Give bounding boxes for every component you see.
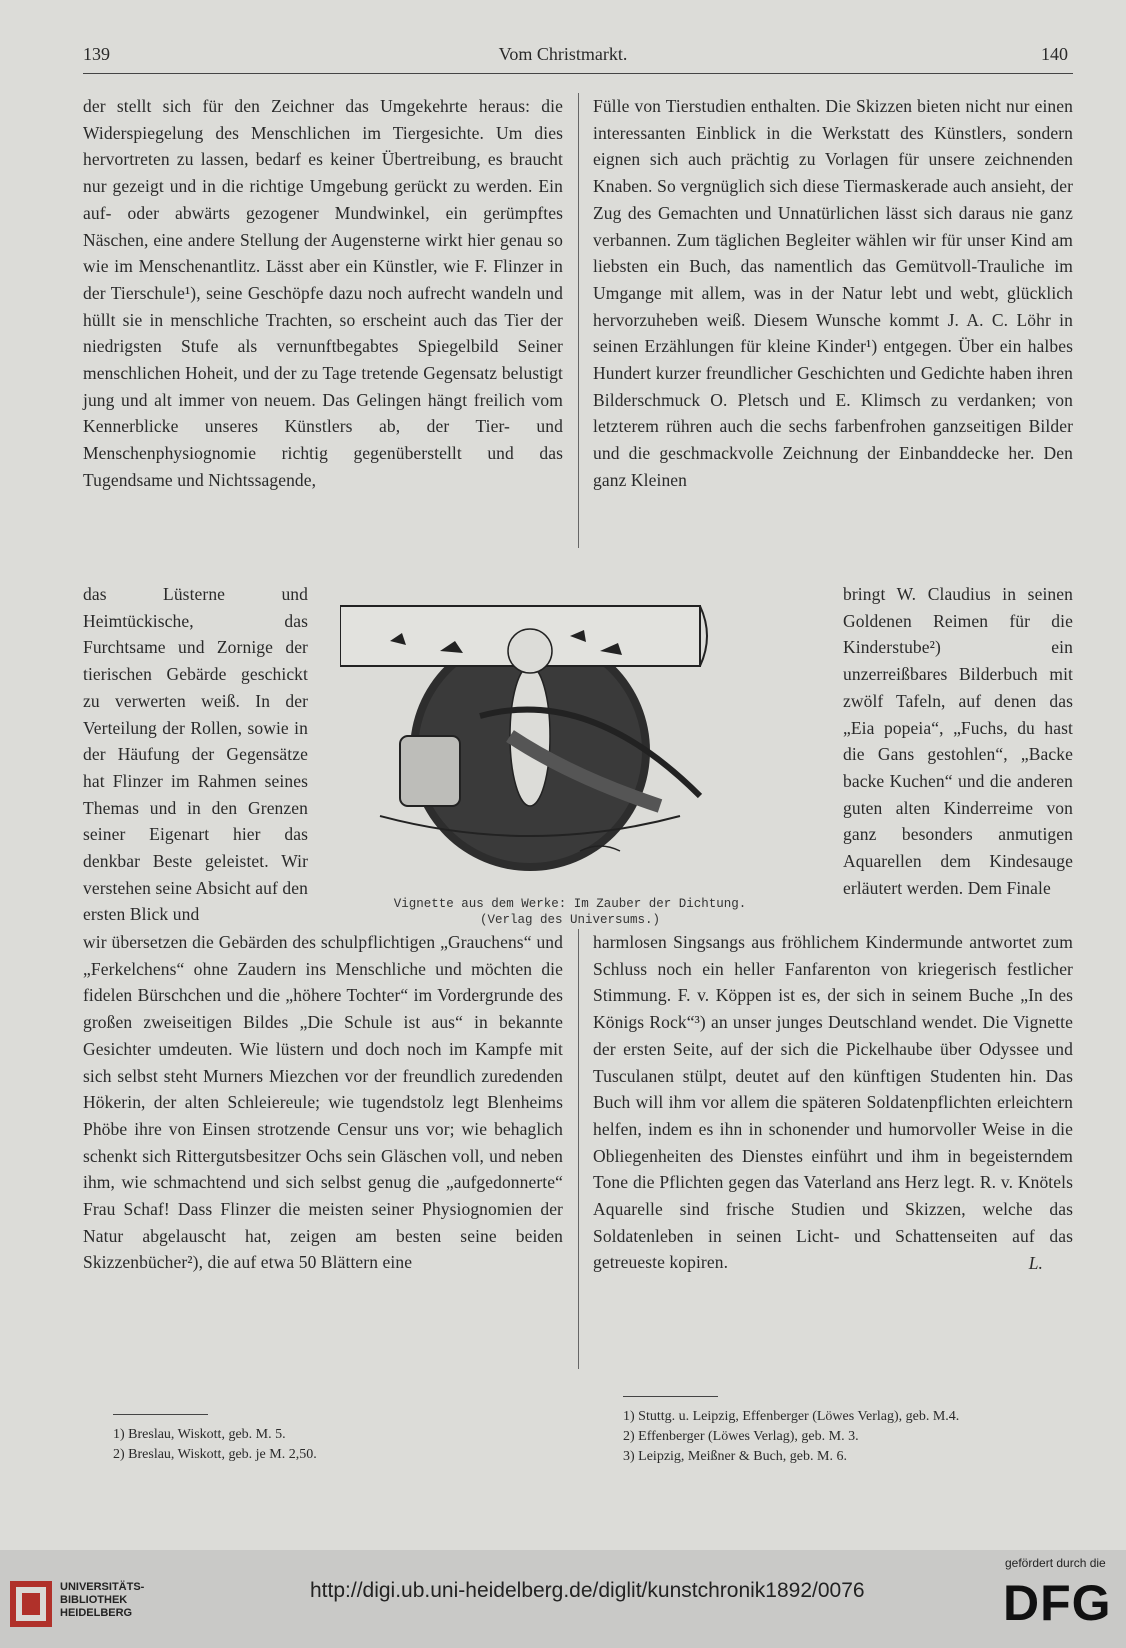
caption-line-1: Vignette aus dem Werke: Im Zauber der Dichtung. xyxy=(393,897,747,911)
caption-line-2: (Verlag des Universums.) xyxy=(479,913,661,927)
signature: L. xyxy=(1028,1253,1043,1274)
source-url-link[interactable]: http://digi.ub.uni-heidelberg.de/diglit/kunstchronik1892/0076 xyxy=(310,1579,865,1602)
page-number-right: 140 xyxy=(1041,44,1068,64)
right-column-top-text: Fülle von Tierstudien enthalten. Die Skizzen bieten nicht nur einen interessanten Einblick in die Werkstatt des Künstlers, sondern eignen sich auch prächtig zu Vorlagen für unsere zeichnenden Knaben. So vergnüglich sich diese Tiermaskerade auch ansieht, der Zug des Gemachten und Unnatürlichen lässt sich daraus nie ganz verbannen. Zum täglichen Begleiter wählen wir für unser Kind am liebsten ein Buch, das namentlich das Gemütvoll-Trauliche im Umgange mit allem, was in der Natur lebt und webt, glücklich hervorzuheben weiß. Diesem Wunsche kommt J. A. C. Löhr in seinen Erzählungen für kleine Kinder¹) entgegen. Über ein halbes Hundert kurzer freundlicher Geschichten und Gedichte haben ihren Bilderschmuck O. Pletsch und E. Klimsch zu verdanken; von letzterem rühren auch die sechs farbenfrohen ganzseitigen Bilder und die geschmackvolle Zeichnung der Einbanddecke her. Den ganz Kleinen xyxy=(593,96,1073,490)
library-name: UNIVERSITÄTS- BIBLIOTHEK HEIDELBERG xyxy=(60,1581,145,1619)
footnote-rule-right xyxy=(623,1396,718,1397)
running-title: Vom Christmarkt. xyxy=(498,44,628,64)
right-column-bottom-text: harmlosen Singsangs aus fröhlichem Kindermunde antwortet zum Schluss noch ein heller Fanfarenton von kriegerisch festlicher Stimmung. F. v. Köppen ist es, der sich in seinem Buche „In des Königs Rock“³) an unser junges Deutschland wendet. Die Vignette der ersten Seite, auf der sich die Pickelhaube über Odyssee und Tusculanen stülpt, deutet auf den künftigen Studenten hin. Das Buch will ihm vor allem die späteren Soldatenpflichten erleichtern helfen, indem es ihn in schonender und humorvoller Weise in die Obliegenheiten des Dienstes einführt und ihm in begeisterndem Tone die Pflichten gegen das Vaterland ans Herz legt. R. v. Knötels Aquarelle sind frische Studien und Skizzen, welche das Soldatenleben in seinen Licht- und Schattenseiten auf das getreueste kopiren. L. xyxy=(593,929,1073,1277)
footnote: 2) Effenberger (Löwes Verlag), geb. M. 3. xyxy=(623,1429,859,1444)
footnote: 3) Leipzig, Meißner & Buch, geb. M. 6. xyxy=(623,1449,847,1464)
right-wrap-text: bringt W. Claudius in seinen Goldenen Reimen für die Kinderstube²) ein unzerreißbares Bilderbuch mit zwölf Tafeln, auf denen das „Eia popeia“, „Fuchs, du hast die Gans gestohlen“, „Backe backe Kuchen“ und die anderen guten alten Kinderreime von ganz besonders anmutigen Aquarellen dem Kindesauge erläutert werden. Dem Finale xyxy=(843,584,1073,898)
column-divider-bottom xyxy=(578,929,579,1369)
footnote: 1) Breslau, Wiskott, geb. M. 5. xyxy=(113,1427,286,1442)
vignette-caption xyxy=(350,896,790,928)
page-number-left: 139 xyxy=(83,44,110,64)
left-wrap-text: das Lüsterne und Heimtückische, das Furchtsame und Zornige der tierischen Gebärde geschickt zu verwerten weiß. In der Verteilung der Rollen, sowie in der Häufung der Gegensätze hat Flinzer im Rahmen seines Themas und in den Grenzen seiner Eigenart hier das denkbar Beste geleistet. Wir verstehen seine Absicht auf den ersten Blick und xyxy=(83,584,308,925)
footnote: 1) Stuttg. u. Leipzig, Effenberger (Löwes Verlag), geb. M.4. xyxy=(623,1409,960,1424)
footnote: 2) Breslau, Wiskott, geb. je M. 2,50. xyxy=(113,1447,317,1462)
funding-note: gefördert durch die xyxy=(1005,1556,1106,1570)
footnotes-left xyxy=(113,1425,513,1465)
footnote-rule-left xyxy=(113,1414,208,1415)
column-divider-top xyxy=(578,93,579,548)
vignette-illustration xyxy=(340,596,720,876)
header-rule xyxy=(83,73,1073,74)
dfg-logo: DFG xyxy=(1003,1575,1112,1631)
footnotes-right xyxy=(623,1407,1073,1467)
left-column-bottom-text: wir übersetzen die Gebärden des schulpflichtigen „Grauchens“ und „Ferkelchens“ ohne Zaudern ins Menschliche und möchten die fidelen Bürschchen und die „höhere Tochter“ im Vordergrunde des großen zweiseitigen Bildes „Die Schule ist aus“ in bekannte Gesichter umdeuten. Wie lüstern und doch noch im Kampfe mit sich selbst steht Murners Miezchen vor der freundlich zuredenden Hökerin, der alten Schleiereule; wie tugendstolz legt Blenheims Phöbe ihre von Einsen strotzende Censur uns vor; wie behaglich schenkt sich Rittergutsbesitzer Ochs sein Gläschen voll, und neben ihm, wie schmachtend und sich selbst genug die „aufgedonnerte“ Frau Schaf! Dass Flinzer die meisten seiner Physiognomien der Natur abgelauscht hat, zeigen am besten seine beiden Skizzenbücher²), die auf etwa 50 Blättern eine xyxy=(83,932,563,1273)
left-column-top-text: der stellt sich für den Zeichner das Umgekehrte heraus: die Widerspiegelung des Menschlichen im Tiergesichte. Um dies hervortreten zu lassen, bedarf es keiner Übertreibung, es braucht nur gezeigt und in die richtige Umgebung gerückt zu werden. Ein auf- oder abwärts gezogener Mundwinkel, ein gerümpftes Näschen, eine andere Stellung der Augensterne wirkt hier genau so wie im Menschenantlitz. Lässt aber ein Künstler, wie F. Flinzer in der Tierschule¹), seine Geschöpfe dazu noch aufrecht wandeln und hüllt sie in menschliche Trachten, so erscheint auch das Tier der niedrigsten Stufe als vernunftbegabtes Spiegelbild Seiner menschlichen Hoheit, und der zu Tage tretende Gegensatz belustigt jung und alt immer von neuem. Das Gelingen hängt freilich vom Kennerblicke unseres Künstlers ab, der Tier- und Menschenphysiognomie richtig gegenüberstellt und das Tugendsame und Nichtssagende, xyxy=(83,96,563,490)
